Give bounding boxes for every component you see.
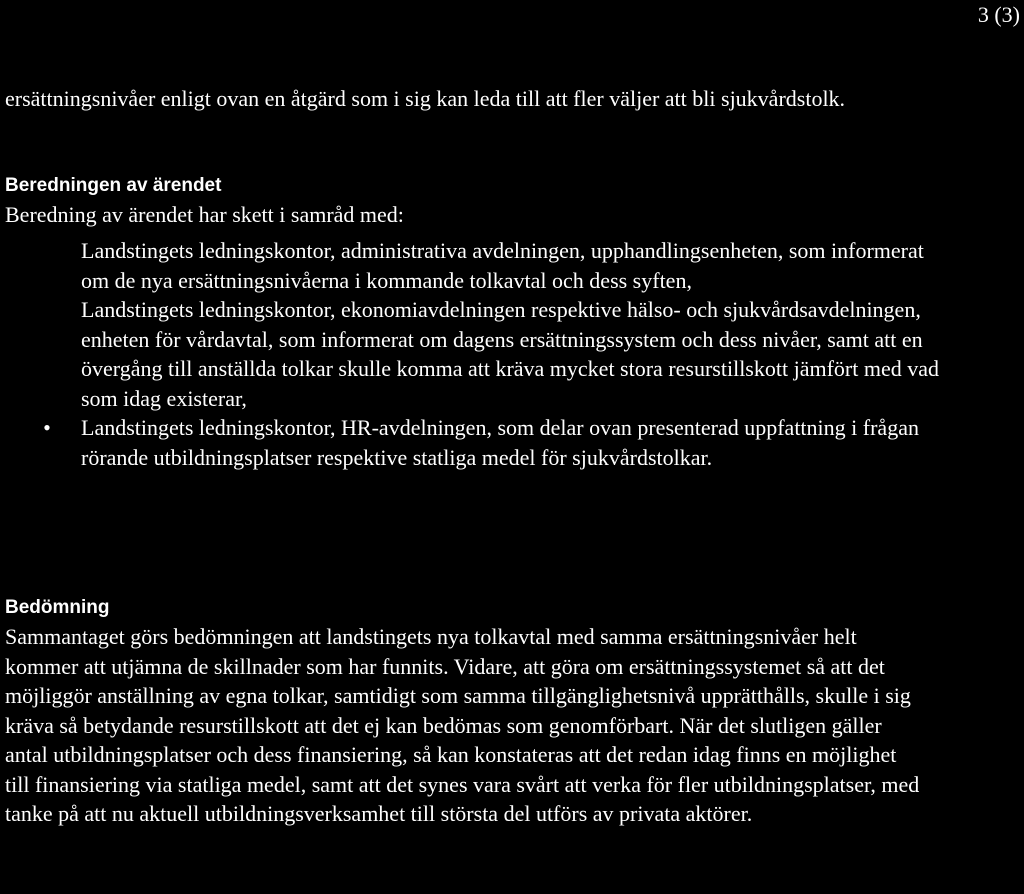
page-number: 3 (3) bbox=[977, 2, 1020, 27]
bullet-marker: • bbox=[43, 415, 51, 440]
intro-paragraph: ersättningsnivåer enligt ovan en åtgärd som i sig kan leda till att fler väljer att bli sjukvårdstolk. bbox=[5, 86, 846, 111]
consultation-list bbox=[0, 236, 1024, 472]
section-heading-bedomning: Bedömning bbox=[5, 597, 110, 618]
list-item-text: Landstingets ledningskontor, administrativa avdelningen, upphandlingsenheten, som informerat om de nya ersättningsnivåerna i kommande tolkavtal och dess syften, bbox=[81, 238, 924, 293]
section-intro-text: Beredning av ärendet har skett i samråd med: bbox=[5, 202, 404, 227]
list-item bbox=[0, 295, 941, 413]
list-item bbox=[0, 413, 941, 472]
assessment-paragraph: Sammantaget görs bedömningen att landstingets nya tolkavtal med samma ersättningsnivåer helt kommer att utjämna de skillnader som har funnits. Vidare, att göra om ersättningssystemet så att det möjliggör anställning av egna tolkar, samtidigt som samma tillgänglighetsnivå upprätthålls, skulle i sig kräva så betydande resurstillskott att det ej kan bedömas som genomförbart. När det slutligen gäller antal utbildningsplatser och dess finansiering, så kan konstateras att det redan idag finns en möjlighet till finansiering via statliga medel, samt att det synes vara svårt att verka för fler utbildningsplatser, med tanke på att nu aktuell utbildningsverksamhet till största del utförs av privata aktörer. bbox=[5, 624, 920, 826]
list-item bbox=[0, 236, 941, 295]
list-item-text: Landstingets ledningskontor, ekonomiavdelningen respektive hälso- och sjukvårdsavdelningen, enheten för vårdavtal, som informerat om dagens ersättningssystem och dess nivåer, samt att en övergång till anställda tolkar skulle komma att kräva mycket stora resurstillskott jämfört med vad som idag existerar, bbox=[81, 297, 939, 411]
section-heading-beredning: Beredningen av ärendet bbox=[5, 175, 222, 196]
list-item-text: Landstingets ledningskontor, HR-avdelningen, som delar ovan presenterad uppfattning i frågan rörande utbildningsplatser respektive statliga medel för sjukvårdstolkar. bbox=[81, 415, 919, 470]
